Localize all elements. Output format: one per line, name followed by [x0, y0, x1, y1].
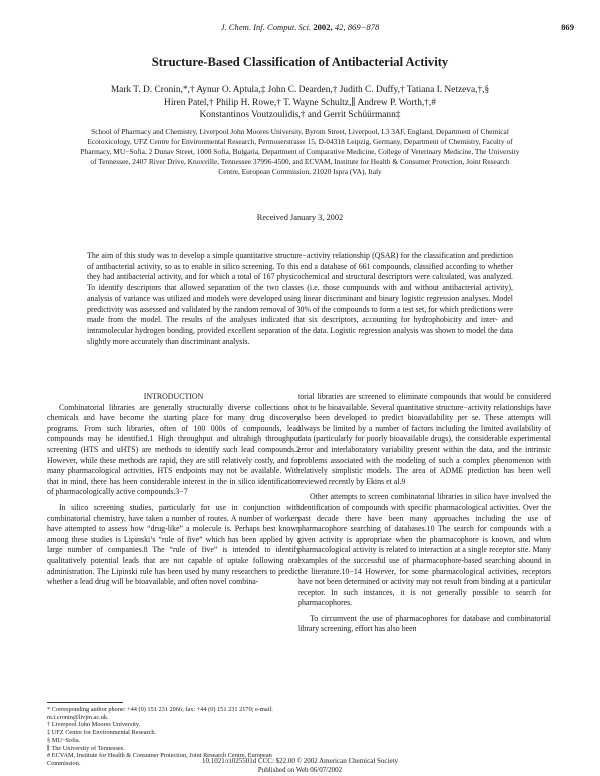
footnote: § MU−Sofia.: [47, 736, 81, 744]
footnote: † Liverpool John Moores University.: [47, 721, 141, 729]
footnote: ‡ UFZ Centre for Environmental Research.: [47, 729, 157, 737]
body-column-right: [298, 392, 551, 635]
footnote: # ECVAM, Institute for Health & Consumer Protection, Joint Research Centre, European Commission.: [47, 752, 272, 767]
journal-volume: 42,: [334, 22, 346, 32]
body-column-left: [47, 392, 300, 588]
received-date: Received January 3, 2002: [256, 213, 344, 222]
footnote-divider: [47, 702, 123, 703]
body-paragraph: In silico screening studies, particularly for use in conjunction with combinatorial chemistry, have taken a number of routes. A number of workers have attempted to assess how “drug-like” a molecule is. Perhaps best known among these studies is Lipinski’s “rule of five” which has been applied by a large number of companies.8 The “rule of five” is intended to identify qualitatively potential leads that are not capable of uptake following oral administration. The Lipinski rule has been used by many researchers to predict whether a lead drug will be bioavailable, and often novel combina-: [47, 502, 300, 587]
journal-year: 2002,: [313, 22, 333, 32]
journal-citation: [0, 22, 600, 32]
body-paragraph: Combinatorial libraries are generally structurally diverse collections of chemicals and have become the starting place for many drug discovery programs. From such libraries, often of 100 000s of compounds, lead compounds may be identified.1 High throughput and ultrahigh throughput screening (HTS and uHTS) are methods to identify such lead compounds.2 However, while these methods are rapid, they are still relatively costly, and for many pharmacological activities, HTS endpoints may not be available. With that in mind, there has been considerable interest in the in silico identification of pharmacologically active compounds.3−7: [47, 402, 300, 497]
paper-title: Structure-Based Classification of Antibacterial Activity: [151, 55, 449, 69]
journal-name: J. Chem. Inf. Comput. Sci.: [220, 22, 312, 32]
author-line: Konstantinos Voutzoulidis,† and Gerrit Schüürmann‡: [199, 110, 401, 121]
body-paragraph: To circumvent the use of pharmacophores for database and combinatorial library screening, effort has also been: [298, 613, 551, 634]
affiliations: School of Pharmacy and Chemistry, Liverpool John Moores University, Byrom Street, Liverpool, L3 3AF, England, Department of Chemical Ecotoxicology, UFZ Centre for Environmental Research, Permoserstrasse 15, D-04318 Leipzig, Germany, Department of Chemistry, Faculty of Pharmacy, MU−Sofia, 2 Dunav Street, 1000 Sofia, Bulgaria, Department of Comparative Medicine, College of Veterinary Medicine, The University of Tennessee, 2407 River Drive, Knoxville, Tennessee 37996-4500, and ECVAM, Institute for Health & Consumer Protection, Joint Research Centre, European Commission, 21020 Ispra (VA), Italy: [80, 127, 520, 177]
publication-info: [0, 757, 600, 774]
footnote: ∥ The University of Tennessee.: [47, 744, 125, 752]
abstract: The aim of this study was to develop a simple quantitative structure−activity relationship (QSAR) for the classification and prediction of antibacterial activity, so as to enable in silico screening. To this end a database of 661 compounds, classified according to whether they had antibacterial activity, and for which a total of 167 physicochemical and structural descriptors were calculated, was analyzed. To identify descriptors that allowed separation of the two classes (i.e. those compounds with and without antibacterial activity), analysis of variance was utilized and models were developed using linear discriminant and binary logistic regression analyses. Model predictivity was assessed and validated by the random removal of 30% of the compounds to form a test set, for which predictions were made from the model. The results of the analyses indicated that six descriptors, accounting for hydrophobicity and inter- and intramolecular hydrogen bonding, provided excellent separation of the data. Logistic regression analysis was shown to model the data slightly more accurately than discriminant analysis.: [87, 251, 513, 346]
journal-pages: 869−878: [347, 22, 380, 32]
published-date: Published on Web 06/07/2002: [257, 765, 343, 774]
running-head: [0, 22, 600, 36]
doi-line: 10.1021/ci025501d CCC: $22.00 © 2002 American Chemical Society: [201, 757, 399, 765]
author-line: Mark T. D. Cronin,*,† Aynur O. Aptula,‡ John C. Dearden,† Judith C. Duffy,† Tatiana I. Netzeva,†,§: [110, 85, 490, 95]
section-heading: INTRODUCTION: [143, 392, 204, 401]
body-paragraph: Other attempts to screen combinatorial libraries in silico have involved the identification of compounds with specific pharmacological activities. Over the past decade there have been many approaches including the use of pharmacophore searching of databases.10 The search for compounds with a given activity is appropriate when the pharmacophore is known, and when pharmacological activity is related to interaction at a single receptor site. Many examples of the successful use of pharmacophore-based searching abound in the literature.10−14 However, for some pharmacological activities, receptors have not been determined or activity may not result from binding at a particular receptor. In such instances, it is not generally possible to search for pharmacophores.: [298, 492, 551, 608]
author-line: Hiren Patel,† Philip H. Rowe,† T. Wayne Schultz,∥ Andrew P. Worth,†,#: [164, 97, 436, 108]
footnote: * Corresponding author phone: +44 (0) 151 231 2066; fax: +44 (0) 151 231 2170; e-mail: m.t.cronin@livjm.ac.uk.: [47, 706, 273, 721]
author-list: [70, 84, 530, 122]
page-number: 869: [561, 22, 574, 32]
body-paragraph: torial libraries are screened to eliminate compounds that would be considered not to be bioavailable. Several quantitative structure−activity relationships have also been developed to predict bioavailability per se. These attempts will always be limited by a number of factors including the limited availability of data (particularly for poorly bioavailable drugs), the considerable experimental error and interlaboratory variability present within the data, and the intrinsic problems associated with the modeling of such a complex phenomenon with relatively simplistic models. The area of ADME prediction has been well reviewed recently by Ekins et al.9: [298, 392, 551, 486]
